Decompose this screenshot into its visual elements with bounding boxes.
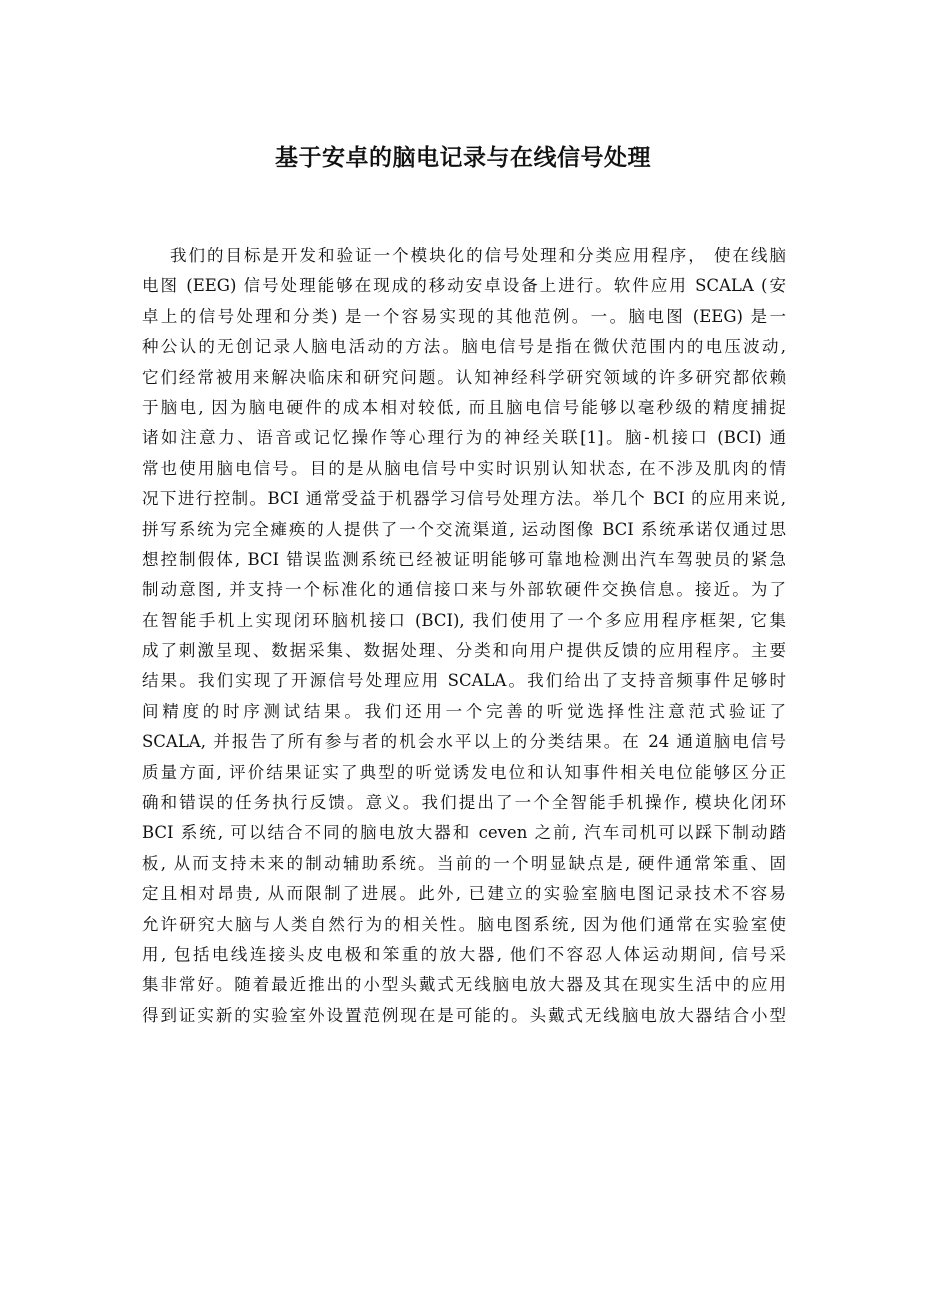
text-line: 间精度的时序测试结果。我们还用一个完善的听觉选择性注意范式验证了 <box>142 701 786 721</box>
text-line: 电图 (EEG) 信号处理能够在现成的移动安卓设备上进行。软件应用 SCALA (安 <box>142 276 786 296</box>
text-line: 拼写系统为完全瘫痪的人提供了一个交流渠道, 运动图像 BCI 系统承诺仅通过思 <box>142 519 786 539</box>
text-line: 于脑电, 因为脑电硬件的成本相对较低, 而且脑电信号能够以毫秒级的精度捕捉 <box>142 397 786 417</box>
text-line: 用, 包括电线连接头皮电极和笨重的放大器, 他们不容忍人体运动期间, 信号采 <box>142 944 786 964</box>
text-line: 卓上的信号处理和分类) 是一个容易实现的其他范例。一。脑电图 (EEG) 是一 <box>142 306 786 326</box>
text-line: 常也使用脑电信号。目的是从脑电信号中实时识别认知状态, 在不涉及肌肉的情 <box>142 458 786 478</box>
text-line: 确和错误的任务执行反馈。意义。我们提出了一个全智能手机操作, 模块化闭环 <box>142 793 786 813</box>
text-line: 它们经常被用来解决临床和研究问题。认知神经科学研究领域的许多研究都依赖 <box>142 367 786 387</box>
text-line: 种公认的无创记录人脑电活动的方法。脑电信号是指在微伏范围内的电压波动, <box>142 337 786 357</box>
text-line: 结果。我们实现了开源信号处理应用 SCALA。我们给出了支持音频事件足够时 <box>142 671 786 691</box>
text-line: 在智能手机上实现闭环脑机接口 (BCI), 我们使用了一个多应用程序框架, 它集 <box>142 610 786 630</box>
text-line: BCI 系统, 可以结合不同的脑电放大器和 ceven 之前, 汽车司机可以踩下制动踏 <box>142 823 786 843</box>
text-line: 况下进行控制。BCI 通常受益于机器学习信号处理方法。举几个 BCI 的应用来说, <box>142 489 786 509</box>
text-line: 质量方面, 评价结果证实了典型的听觉诱发电位和认知事件相关电位能够区分正 <box>142 762 786 782</box>
text-line: SCALA, 并报告了所有参与者的机会水平以上的分类结果。在 24 通道脑电信号 <box>142 732 786 752</box>
text-line: 想控制假体, BCI 错误监测系统已经被证明能够可靠地检测出汽车驾驶员的紧急 <box>142 549 786 569</box>
text-line: 诸如注意力、语音或记忆操作等心理行为的神经关联[1]。脑-机接口 (BCI) 通 <box>142 428 786 448</box>
text-line: 制动意图, 并支持一个标准化的通信接口来与外部软硬件交换信息。接近。为了 <box>142 580 786 600</box>
text-line: 我们的目标是开发和验证一个模块化的信号处理和分类应用程序， 使在线脑 <box>170 246 786 265</box>
text-line: 成了刺激呈现、数据采集、数据处理、分类和向用户提供反馈的应用程序。主要 <box>142 641 786 661</box>
text-line: 允许研究大脑与人类自然行为的相关性。脑电图系统, 因为他们通常在实验室使 <box>142 914 786 934</box>
body-paragraph <box>142 241 786 1031</box>
text-line: 集非常好。随着最近推出的小型头戴式无线脑电放大器及其在现实生活中的应用 <box>142 975 786 995</box>
text-line: 得到证实新的实验室外设置范例现在是可能的。头戴式无线脑电放大器结合小型 <box>142 1005 786 1025</box>
text-line: 定且相对昂贵, 从而限制了进展。此外, 已建立的实验室脑电图记录技术不容易 <box>142 884 786 904</box>
text-line: 板, 从而支持未来的制动辅助系统。当前的一个明显缺点是, 硬件通常笨重、固 <box>142 853 786 873</box>
document-title: 基于安卓的脑电记录与在线信号处理 <box>275 144 651 171</box>
